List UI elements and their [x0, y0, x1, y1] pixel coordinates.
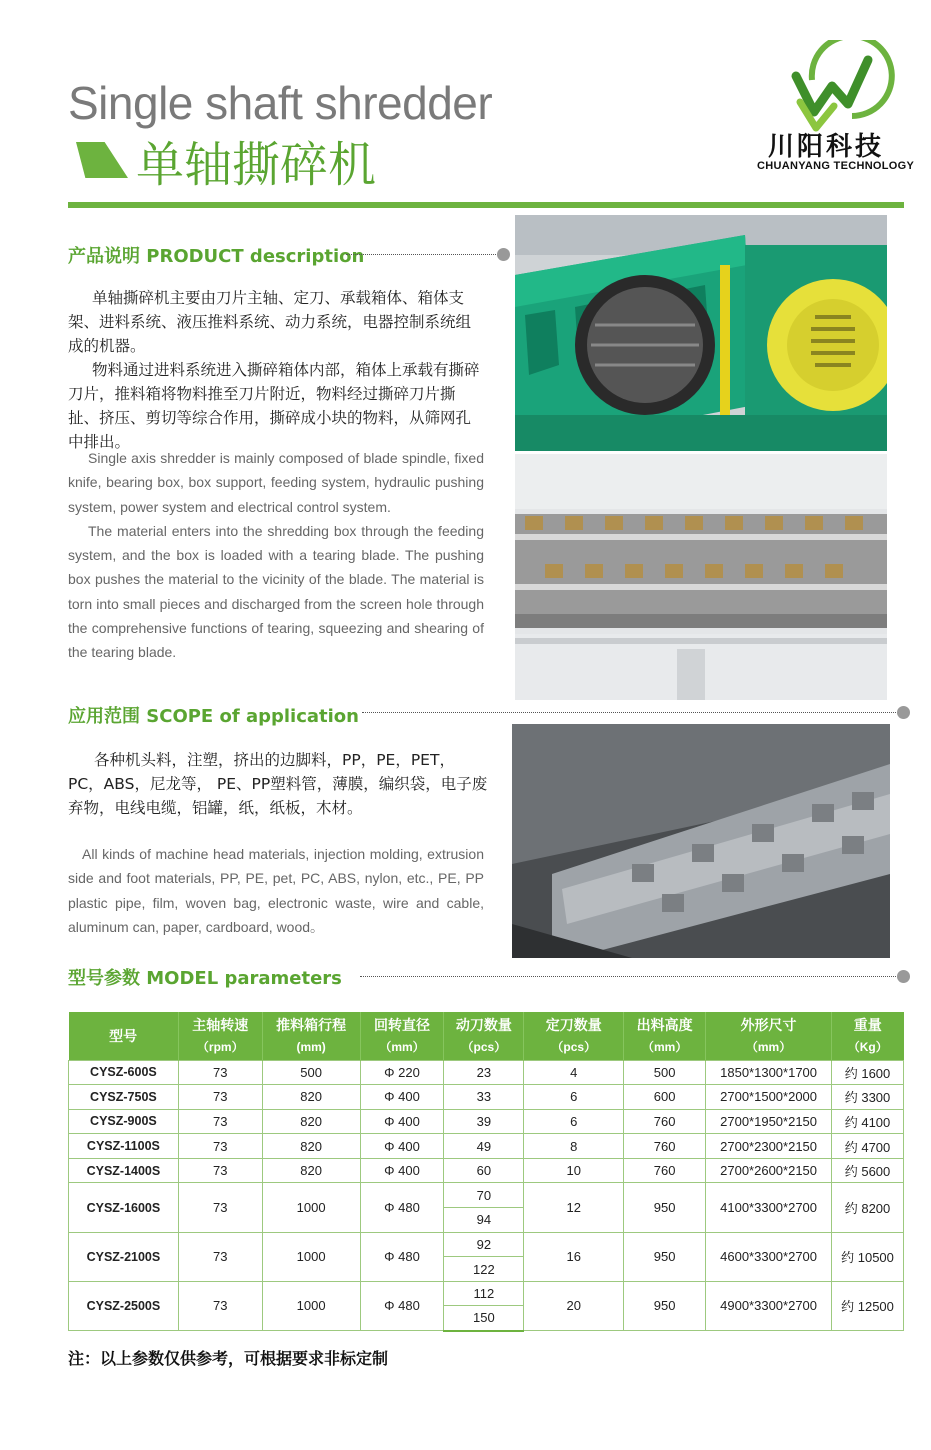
table-cell: 112 — [444, 1281, 524, 1306]
scope-heading-dot — [897, 706, 910, 719]
table-row — [69, 1109, 904, 1134]
table-cell: 820 — [262, 1134, 360, 1159]
footnote: 注：以上参数仅供参考，可根据要求非标定制 — [68, 1349, 389, 1368]
scope-heading: 应用范围 SCOPE of application — [68, 706, 359, 727]
table-cell: 8 — [524, 1134, 624, 1159]
table-row — [69, 1134, 904, 1159]
column-name: 重量 — [853, 1016, 882, 1033]
table-cell: 49 — [444, 1134, 524, 1159]
scope-heading-line — [362, 712, 898, 713]
table-cell: 约 8200 — [832, 1183, 904, 1232]
table-cell: 10 — [524, 1158, 624, 1183]
table-cell: 约 10500 — [832, 1232, 904, 1281]
table-cell: CYSZ-1100S — [69, 1134, 179, 1159]
table-cell: 1000 — [262, 1281, 360, 1330]
rotor-closeup-image — [512, 724, 890, 958]
table-cell: 1000 — [262, 1232, 360, 1281]
table-cell: 约 5600 — [832, 1158, 904, 1183]
table-cell: 6 — [524, 1109, 624, 1134]
params-heading-line — [360, 976, 896, 977]
params-heading-dot — [897, 970, 910, 983]
spec-column-header — [178, 1012, 262, 1060]
column-name: 动刀数量 — [455, 1016, 512, 1033]
table-cell: Φ 220 — [360, 1060, 444, 1085]
table-row — [69, 1183, 904, 1208]
table-cell: 2700*1950*2150 — [706, 1109, 832, 1134]
table-cell: 23 — [444, 1060, 524, 1085]
title-chinese-wrap — [76, 132, 377, 193]
table-cell: 760 — [624, 1109, 706, 1134]
product-cn-text — [68, 286, 486, 454]
table-cell: 39 — [444, 1109, 524, 1134]
spec-column-header — [624, 1012, 706, 1060]
table-cell: 70 — [444, 1183, 524, 1208]
table-cell: 16 — [524, 1232, 624, 1281]
product-en-p2: The material enters into the shredding box through the feeding system, and the box is loaded with a tearing blade. The pushing box pushes the material to the vicinity of the blade. The material is torn into small pieces and discharged from the screen hole through the comprehensive functions of tearing, squeezing and shearing of the tearing blade. — [68, 522, 484, 661]
table-cell: 92 — [444, 1232, 524, 1257]
table-cell: 12 — [524, 1183, 624, 1232]
spec-table — [68, 1012, 904, 1332]
table-row — [69, 1060, 904, 1085]
table-cell: CYSZ-1400S — [69, 1158, 179, 1183]
table-cell: 820 — [262, 1158, 360, 1183]
column-unit: （mm） — [745, 1039, 792, 1054]
table-cell: 约 1600 — [832, 1060, 904, 1085]
table-cell: 500 — [262, 1060, 360, 1085]
column-name: 回转直径 — [373, 1016, 430, 1033]
table-cell: 73 — [178, 1085, 262, 1110]
table-cell: 4100*3300*2700 — [706, 1183, 832, 1232]
spec-column-header — [524, 1012, 624, 1060]
table-cell: 600 — [624, 1085, 706, 1110]
table-cell: Φ 480 — [360, 1183, 444, 1232]
table-cell: Φ 400 — [360, 1109, 444, 1134]
column-name: 型号 — [109, 1027, 138, 1044]
scope-cn-text — [68, 748, 488, 820]
table-cell: CYSZ-750S — [69, 1085, 179, 1110]
title-english: Single shaft shredder — [68, 77, 493, 129]
table-cell: 6 — [524, 1085, 624, 1110]
product-heading: 产品说明 PRODUCT description — [68, 246, 365, 267]
product-cn-p1: 单轴撕碎机主要由刀片主轴、定刀、承载箱体、箱体支架、进料系统、液压推料系统、动力系统，电器控制系统组成的机器。 — [68, 289, 472, 355]
table-cell: 950 — [624, 1232, 706, 1281]
table-cell: 2700*1500*2000 — [706, 1085, 832, 1110]
table-cell: 94 — [444, 1208, 524, 1233]
table-row — [69, 1281, 904, 1306]
logo-chinese-name: 川阳科技 — [768, 132, 885, 162]
table-cell: 2700*2600*2150 — [706, 1158, 832, 1183]
table-cell: 4900*3300*2700 — [706, 1281, 832, 1330]
params-heading: 型号参数 MODEL parameters — [68, 968, 342, 989]
column-unit: （Kg） — [847, 1039, 888, 1054]
table-cell: Φ 400 — [360, 1134, 444, 1159]
product-heading-dot — [497, 248, 510, 261]
photo-blade-rotor — [515, 454, 887, 700]
column-unit: （mm） — [379, 1039, 425, 1054]
table-cell: Φ 480 — [360, 1281, 444, 1330]
column-unit: （mm） — [641, 1039, 688, 1054]
table-cell: 73 — [178, 1060, 262, 1085]
table-cell: 73 — [178, 1109, 262, 1134]
scope-en-text — [68, 842, 484, 939]
column-name: 推料箱行程 — [276, 1016, 347, 1033]
product-heading-line — [346, 254, 498, 255]
table-cell: 73 — [178, 1232, 262, 1281]
column-unit: （rpm） — [196, 1039, 244, 1054]
table-cell: 约 3300 — [832, 1085, 904, 1110]
table-cell: 73 — [178, 1158, 262, 1183]
table-row — [69, 1232, 904, 1257]
table-cell: 73 — [178, 1134, 262, 1159]
column-name: 外形尺寸 — [740, 1016, 797, 1033]
product-en-p1: Single axis shredder is mainly composed of blade spindle, fixed knife, bearing box, box support, feeding system, hydraulic pushing system, power system and electrical control system. — [68, 450, 484, 515]
spec-column-header — [706, 1012, 832, 1060]
table-cell: 1000 — [262, 1183, 360, 1232]
blade-rotor-image — [515, 454, 887, 700]
title-accent-mark — [76, 142, 128, 178]
table-row — [69, 1158, 904, 1183]
table-cell: 33 — [444, 1085, 524, 1110]
table-cell: CYSZ-900S — [69, 1109, 179, 1134]
table-cell: CYSZ-2100S — [69, 1232, 179, 1281]
table-cell: 122 — [444, 1257, 524, 1282]
spec-column-header — [262, 1012, 360, 1060]
scope-en-p: All kinds of machine head materials, injection molding, extrusion side and foot materials, PP, PE, pet, PC, ABS, nylon, etc., PE, PP plastic pipe, film, woven bag, electronic waste, wire and cable, aluminum can, paper, cardboard, wood。 — [68, 846, 484, 935]
column-name: 主轴转速 — [192, 1016, 249, 1033]
table-cell: 20 — [524, 1281, 624, 1330]
table-cell: 约 4100 — [832, 1109, 904, 1134]
table-cell: 760 — [624, 1134, 706, 1159]
table-cell: 150 — [444, 1306, 524, 1331]
title-chinese: 单轴撕碎机 — [136, 136, 377, 193]
product-cn-p2: 物料通过进料系统进入撕碎箱体内部，箱体上承载有撕碎刀片，推料箱将物料推至刀片附近，物料经过撕碎刀片撕扯、挤压、剪切等综合作用，撕碎成小块的物料，从筛网孔中排出。 — [68, 361, 480, 451]
product-en-text — [68, 446, 484, 665]
table-cell: 2700*2300*2150 — [706, 1134, 832, 1159]
table-cell: CYSZ-2500S — [69, 1281, 179, 1330]
column-name: 定刀数量 — [545, 1016, 602, 1033]
scope-cn-p: 各种机头料，注塑，挤出的边脚料，PP，PE，PET，PC，ABS，尼龙等， PE、PP塑料管，薄膜，编织袋，电子废弃物，电线电缆，铝罐，纸，纸板，木材。 — [68, 751, 488, 817]
table-cell: 73 — [178, 1281, 262, 1330]
table-cell: 820 — [262, 1085, 360, 1110]
table-cell: 4 — [524, 1060, 624, 1085]
column-name: 出料高度 — [636, 1016, 693, 1033]
photo-rotor-closeup — [512, 724, 890, 958]
table-cell: 约 4700 — [832, 1134, 904, 1159]
spec-column-header — [69, 1012, 179, 1060]
photo-shredder-machine — [515, 215, 887, 451]
table-cell: 73 — [178, 1183, 262, 1232]
table-cell: CYSZ-1600S — [69, 1183, 179, 1232]
logo-english-name: CHUANYANG TECHNOLOGY — [757, 160, 915, 172]
table-cell: Φ 400 — [360, 1158, 444, 1183]
spec-column-header — [360, 1012, 444, 1060]
table-cell: 500 — [624, 1060, 706, 1085]
table-row — [69, 1085, 904, 1110]
spec-column-header — [444, 1012, 524, 1060]
column-unit: (mm) — [296, 1039, 326, 1054]
spec-table-body — [69, 1060, 904, 1331]
column-unit: （pcs） — [551, 1039, 597, 1054]
table-cell: 1850*1300*1700 — [706, 1060, 832, 1085]
table-cell: Φ 400 — [360, 1085, 444, 1110]
spec-column-header — [832, 1012, 904, 1060]
table-cell: CYSZ-600S — [69, 1060, 179, 1085]
spec-header-row — [69, 1012, 904, 1060]
table-cell: 60 — [444, 1158, 524, 1183]
table-cell: 760 — [624, 1158, 706, 1183]
column-unit: （pcs） — [461, 1039, 507, 1054]
table-cell: Φ 480 — [360, 1232, 444, 1281]
shredder-machine-image — [515, 215, 887, 451]
table-cell: 950 — [624, 1183, 706, 1232]
table-cell: 约 12500 — [832, 1281, 904, 1330]
header-divider — [68, 202, 904, 208]
table-cell: 4600*3300*2700 — [706, 1232, 832, 1281]
table-cell: 820 — [262, 1109, 360, 1134]
table-cell: 950 — [624, 1281, 706, 1330]
